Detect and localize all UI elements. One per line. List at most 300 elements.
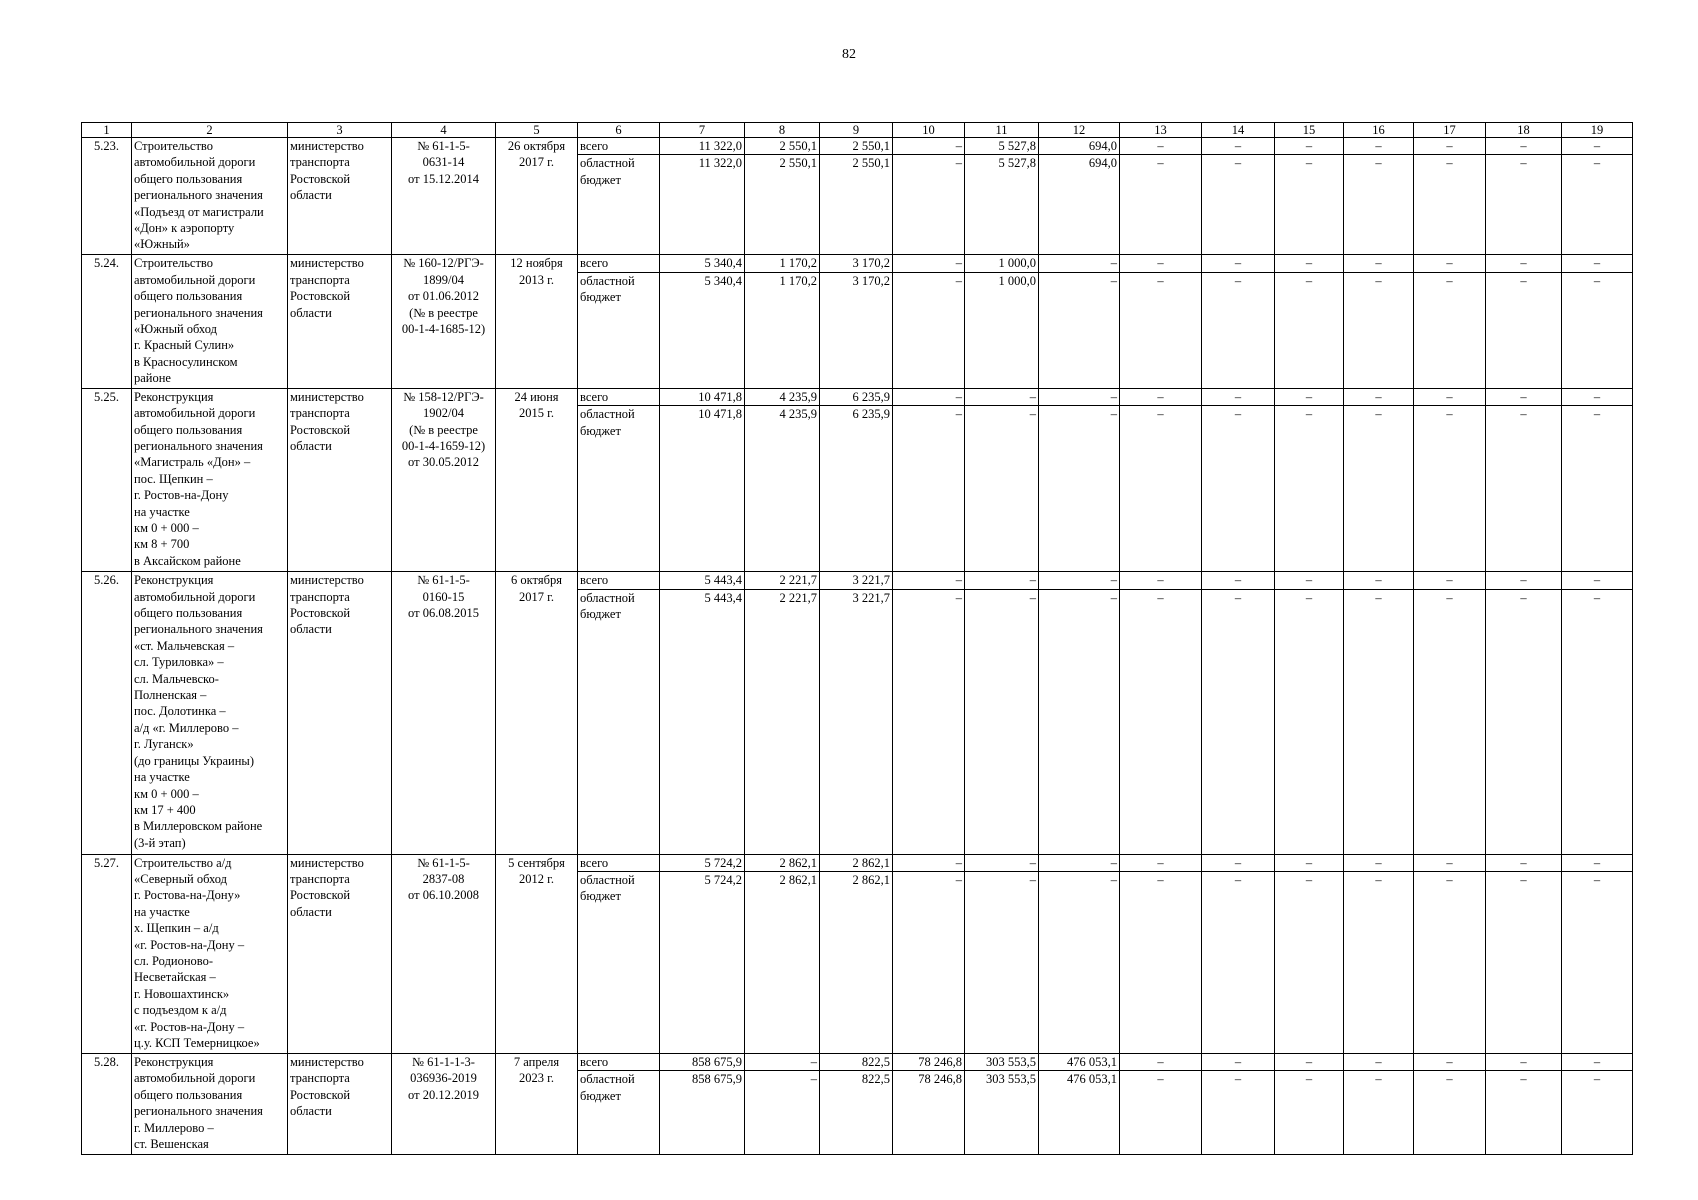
- text-line: № 61-1-1-3-: [412, 1055, 475, 1070]
- empty-value-dash: –: [1486, 572, 1562, 589]
- text-line: общего пользования: [134, 606, 243, 621]
- text-line: бюджет: [580, 290, 621, 305]
- text-line: «Южный»: [134, 237, 190, 252]
- text-line: автомобильной дороги: [134, 155, 256, 170]
- text-line: «г. Ростов-на-Дону –: [134, 937, 245, 952]
- value-col-10: 78 246,8: [893, 1071, 965, 1155]
- text-line: Ростовской: [290, 171, 351, 186]
- text-line: 2017 г.: [519, 589, 554, 604]
- empty-value-dash: –: [1486, 272, 1562, 388]
- text-line: «ст. Мальчевская –: [134, 638, 235, 653]
- text-line: министерство: [290, 256, 364, 271]
- text-line: на участке: [134, 770, 190, 785]
- object-description: [132, 255, 288, 388]
- table-row: [82, 255, 1633, 272]
- text-line: общего пользования: [134, 171, 243, 186]
- empty-value-dash: –: [1486, 406, 1562, 572]
- text-line: в Красносулинском: [134, 354, 238, 369]
- empty-value-dash: –: [1414, 1054, 1486, 1071]
- text-line: от 06.08.2015: [408, 606, 479, 621]
- value-col-10: –: [893, 872, 965, 1054]
- page-number: 82: [842, 47, 856, 62]
- text-line: всего: [580, 573, 609, 588]
- text-line: от 30.05.2012: [408, 455, 479, 470]
- value-col-8: 4 235,9: [745, 406, 820, 572]
- empty-value-dash: –: [1562, 1071, 1633, 1155]
- text-line: регионального значения: [134, 1104, 263, 1119]
- funding-source: [578, 872, 660, 1054]
- empty-value-dash: –: [1486, 388, 1562, 405]
- empty-value-dash: –: [1414, 388, 1486, 405]
- text-line: 1899/04: [423, 272, 464, 287]
- text-line: бюджет: [580, 889, 621, 904]
- text-line: транспорта: [290, 155, 350, 170]
- responsible-organization: [288, 572, 392, 854]
- value-col-11: 5 527,8: [965, 155, 1039, 255]
- row-number: 5.23.: [82, 138, 132, 255]
- value-col-9: 3 170,2: [820, 272, 893, 388]
- text-line: министерство: [290, 573, 364, 588]
- text-line: № 61-1-5-: [417, 139, 470, 153]
- completion-date: [496, 854, 578, 1053]
- text-line: (№ в реестре: [409, 422, 478, 437]
- empty-value-dash: –: [1202, 872, 1275, 1054]
- empty-value-dash: –: [1414, 572, 1486, 589]
- text-line: Ростовской: [290, 289, 351, 304]
- table-row: [82, 138, 1633, 155]
- value-col-8: 2 221,7: [745, 572, 820, 589]
- text-line: области: [290, 1104, 332, 1119]
- row-number: 5.28.: [82, 1054, 132, 1155]
- text-line: 26 октября: [507, 139, 566, 153]
- empty-value-dash: –: [1562, 872, 1633, 1054]
- responsible-organization: [288, 854, 392, 1053]
- empty-value-dash: –: [1120, 388, 1202, 405]
- text-line: бюджет: [580, 607, 621, 622]
- value-col-12: –: [1039, 255, 1120, 272]
- value-col-12: –: [1039, 589, 1120, 854]
- value-col-8: 2 550,1: [745, 138, 820, 155]
- empty-value-dash: –: [1562, 1054, 1633, 1071]
- text-line: 2012 г.: [519, 872, 554, 887]
- text-line: 2015 г.: [519, 406, 554, 421]
- empty-value-dash: –: [1414, 272, 1486, 388]
- table-row: [82, 1054, 1633, 1071]
- text-line: регионального значения: [134, 622, 263, 637]
- text-line: общего пользования: [134, 1087, 243, 1102]
- object-description: [132, 572, 288, 854]
- text-line: 0160-15: [422, 589, 465, 604]
- text-line: км 0 + 000 –: [134, 786, 199, 801]
- value-col-11: 303 553,5: [965, 1071, 1039, 1155]
- empty-value-dash: –: [1275, 406, 1344, 572]
- text-line: а/д «г. Миллерово –: [134, 720, 239, 735]
- value-col-12: 476 053,1: [1039, 1071, 1120, 1155]
- empty-value-dash: –: [1275, 1054, 1344, 1071]
- empty-value-dash: –: [1344, 155, 1414, 255]
- empty-value-dash: –: [1414, 1071, 1486, 1155]
- column-number-header: 7: [660, 123, 745, 138]
- text-line: на участке: [134, 504, 190, 519]
- completion-date: [496, 255, 578, 388]
- column-number-header: 8: [745, 123, 820, 138]
- empty-value-dash: –: [1486, 589, 1562, 854]
- text-line: всего: [580, 389, 609, 404]
- text-line: «Северный обход: [134, 872, 227, 887]
- empty-value-dash: –: [1486, 138, 1562, 155]
- empty-value-dash: –: [1202, 155, 1275, 255]
- value-col-10: –: [893, 272, 965, 388]
- empty-value-dash: –: [1344, 255, 1414, 272]
- value-col-9: 3 221,7: [820, 572, 893, 589]
- text-line: областной: [580, 1072, 635, 1087]
- empty-value-dash: –: [1486, 1054, 1562, 1071]
- text-line: 00-1-4-1685-12): [401, 322, 486, 337]
- empty-value-dash: –: [1344, 388, 1414, 405]
- empty-value-dash: –: [1275, 872, 1344, 1054]
- table-row: [82, 854, 1633, 871]
- value-col-9: 3 170,2: [820, 255, 893, 272]
- text-line: сл. Родионово-: [134, 954, 214, 969]
- text-line: бюджет: [580, 423, 621, 438]
- funding-source: [578, 388, 660, 405]
- completion-date: [496, 138, 578, 255]
- value-col-7: 11 322,0: [660, 138, 745, 155]
- text-line: «Магистраль «Дон» –: [134, 455, 251, 470]
- text-line: автомобильной дороги: [134, 272, 256, 287]
- empty-value-dash: –: [1120, 255, 1202, 272]
- column-number-header: 4: [392, 123, 496, 138]
- empty-value-dash: –: [1344, 406, 1414, 572]
- value-col-12: –: [1039, 854, 1120, 871]
- text-line: № 160-12/РГЭ-: [403, 256, 484, 271]
- text-line: 2023 г.: [519, 1071, 554, 1086]
- text-line: всего: [580, 1055, 609, 1070]
- value-col-10: –: [893, 388, 965, 405]
- text-line: транспорта: [290, 272, 350, 287]
- text-line: Строительство а/д: [134, 855, 232, 870]
- text-line: области: [290, 904, 332, 919]
- empty-value-dash: –: [1275, 138, 1344, 155]
- value-col-8: 2 862,1: [745, 854, 820, 871]
- text-line: г. Ростова-на-Дону»: [134, 888, 241, 903]
- text-line: Реконструкция: [134, 389, 214, 404]
- value-col-7: 5 443,4: [660, 572, 745, 589]
- responsible-organization: [288, 255, 392, 388]
- text-line: в Аксайском районе: [134, 553, 241, 568]
- text-line: областной: [580, 156, 635, 171]
- completion-date: [496, 388, 578, 571]
- empty-value-dash: –: [1344, 1054, 1414, 1071]
- value-col-9: 2 862,1: [820, 854, 893, 871]
- object-description: [132, 388, 288, 571]
- text-line: «Подъезд от магистрали: [134, 204, 264, 219]
- design-document: [392, 255, 496, 388]
- value-col-8: 2 550,1: [745, 155, 820, 255]
- text-line: регионального значения: [134, 439, 263, 454]
- text-line: области: [290, 305, 332, 320]
- value-col-7: 5 340,4: [660, 255, 745, 272]
- text-line: Ростовской: [290, 1087, 351, 1102]
- value-col-7: 858 675,9: [660, 1054, 745, 1071]
- empty-value-dash: –: [1202, 854, 1275, 871]
- text-line: г. Миллерово –: [134, 1120, 214, 1135]
- value-col-11: –: [965, 872, 1039, 1054]
- value-col-10: 78 246,8: [893, 1054, 965, 1071]
- funding-source: [578, 572, 660, 589]
- text-line: (до границы Украины): [134, 753, 254, 768]
- column-number-header: 9: [820, 123, 893, 138]
- row-number: 5.25.: [82, 388, 132, 571]
- value-col-11: 5 527,8: [965, 138, 1039, 155]
- empty-value-dash: –: [1202, 572, 1275, 589]
- empty-value-dash: –: [1414, 406, 1486, 572]
- empty-value-dash: –: [1562, 589, 1633, 854]
- text-line: областной: [580, 873, 635, 888]
- text-line: 036936-2019: [410, 1071, 477, 1086]
- value-col-10: –: [893, 406, 965, 572]
- text-line: Строительство: [134, 256, 214, 271]
- text-line: пос. Долотинка –: [134, 704, 226, 719]
- value-col-11: –: [965, 406, 1039, 572]
- text-line: всего: [580, 855, 609, 870]
- empty-value-dash: –: [1275, 854, 1344, 871]
- row-number: 5.24.: [82, 255, 132, 388]
- empty-value-dash: –: [1202, 255, 1275, 272]
- value-col-7: 858 675,9: [660, 1071, 745, 1155]
- text-line: пос. Щепкин –: [134, 471, 213, 486]
- column-number-header: 16: [1344, 123, 1414, 138]
- funding-source: [578, 854, 660, 871]
- object-description: [132, 138, 288, 255]
- empty-value-dash: –: [1414, 138, 1486, 155]
- text-line: области: [290, 622, 332, 637]
- empty-value-dash: –: [1120, 155, 1202, 255]
- completion-date: [496, 572, 578, 854]
- text-line: с подъездом к а/д: [134, 1003, 227, 1018]
- object-description: [132, 1054, 288, 1155]
- value-col-8: 1 170,2: [745, 272, 820, 388]
- design-document: [392, 138, 496, 255]
- text-line: № 61-1-5-: [417, 855, 470, 870]
- text-line: км 0 + 000 –: [134, 521, 199, 536]
- empty-value-dash: –: [1344, 572, 1414, 589]
- text-line: сл. Мальчевско-: [134, 671, 219, 686]
- text-line: 24 июня: [514, 389, 559, 404]
- empty-value-dash: –: [1344, 872, 1414, 1054]
- text-line: областной: [580, 407, 635, 422]
- empty-value-dash: –: [1275, 589, 1344, 854]
- responsible-organization: [288, 138, 392, 255]
- text-line: Реконструкция: [134, 573, 214, 588]
- text-line: транспорта: [290, 872, 350, 887]
- empty-value-dash: –: [1120, 589, 1202, 854]
- empty-value-dash: –: [1486, 155, 1562, 255]
- value-col-12: –: [1039, 272, 1120, 388]
- empty-value-dash: –: [1120, 138, 1202, 155]
- row-number: 5.27.: [82, 854, 132, 1053]
- empty-value-dash: –: [1120, 1071, 1202, 1155]
- text-line: (3-й этап): [134, 835, 186, 850]
- text-line: км 8 + 700: [134, 537, 190, 552]
- text-line: г. Красный Сулин»: [134, 338, 235, 353]
- text-line: г. Луганск»: [134, 737, 194, 752]
- value-col-9: 822,5: [820, 1054, 893, 1071]
- text-line: 12 ноября: [510, 256, 563, 271]
- text-line: всего: [580, 139, 609, 153]
- text-line: № 158-12/РГЭ-: [403, 389, 484, 404]
- text-line: министерство: [290, 139, 364, 153]
- column-number-header: 18: [1486, 123, 1562, 138]
- funding-source: [578, 1071, 660, 1155]
- empty-value-dash: –: [1275, 272, 1344, 388]
- value-col-10: –: [893, 155, 965, 255]
- empty-value-dash: –: [1344, 138, 1414, 155]
- empty-value-dash: –: [1202, 406, 1275, 572]
- value-col-8: –: [745, 1071, 820, 1155]
- table-row: [82, 572, 1633, 589]
- empty-value-dash: –: [1202, 1054, 1275, 1071]
- text-line: регионального значения: [134, 188, 263, 203]
- value-col-9: 6 235,9: [820, 406, 893, 572]
- table-header-row: [82, 123, 1633, 138]
- text-line: автомобильной дороги: [134, 406, 256, 421]
- funding-source: [578, 272, 660, 388]
- text-line: в Миллеровском районе: [134, 819, 263, 834]
- text-line: Реконструкция: [134, 1055, 214, 1070]
- text-line: Несветайская –: [134, 970, 216, 985]
- text-line: 2017 г.: [519, 155, 554, 170]
- value-col-10: –: [893, 572, 965, 589]
- empty-value-dash: –: [1486, 1071, 1562, 1155]
- value-col-12: –: [1039, 388, 1120, 405]
- column-number-header: 13: [1120, 123, 1202, 138]
- value-col-11: –: [965, 854, 1039, 871]
- text-line: 5 сентября: [508, 855, 565, 870]
- value-col-8: 4 235,9: [745, 388, 820, 405]
- text-line: транспорта: [290, 406, 350, 421]
- empty-value-dash: –: [1275, 255, 1344, 272]
- value-col-12: –: [1039, 572, 1120, 589]
- value-col-12: 694,0: [1039, 138, 1120, 155]
- text-line: № 61-1-5-: [417, 573, 470, 588]
- text-line: транспорта: [290, 1071, 350, 1086]
- text-line: на участке: [134, 904, 190, 919]
- value-col-7: 5 724,2: [660, 872, 745, 1054]
- text-line: Строительство: [134, 139, 214, 153]
- value-col-7: 5 340,4: [660, 272, 745, 388]
- value-col-9: 822,5: [820, 1071, 893, 1155]
- empty-value-dash: –: [1120, 572, 1202, 589]
- design-document: [392, 572, 496, 854]
- value-col-10: –: [893, 255, 965, 272]
- empty-value-dash: –: [1414, 255, 1486, 272]
- column-number-header: 5: [496, 123, 578, 138]
- text-line: бюджет: [580, 1088, 621, 1103]
- text-line: всего: [580, 256, 609, 271]
- text-line: 6 октября: [511, 573, 562, 588]
- column-number-header: 19: [1562, 123, 1633, 138]
- text-line: г. Ростов-на-Дону: [134, 488, 229, 503]
- column-number-header: 3: [288, 123, 392, 138]
- value-col-9: 2 550,1: [820, 138, 893, 155]
- empty-value-dash: –: [1486, 255, 1562, 272]
- text-line: от 06.10.2008: [408, 888, 479, 903]
- funding-source: [578, 589, 660, 854]
- text-line: Ростовской: [290, 422, 351, 437]
- value-col-7: 5 724,2: [660, 854, 745, 871]
- value-col-11: 303 553,5: [965, 1054, 1039, 1071]
- value-col-11: –: [965, 589, 1039, 854]
- text-line: «Дон» к аэропорту: [134, 221, 235, 236]
- value-col-10: –: [893, 138, 965, 155]
- value-col-8: 2 221,7: [745, 589, 820, 854]
- empty-value-dash: –: [1562, 138, 1633, 155]
- text-line: областной: [580, 590, 635, 605]
- empty-value-dash: –: [1275, 572, 1344, 589]
- responsible-organization: [288, 388, 392, 571]
- value-col-9: 3 221,7: [820, 589, 893, 854]
- value-col-8: 1 170,2: [745, 255, 820, 272]
- empty-value-dash: –: [1275, 388, 1344, 405]
- text-line: бюджет: [580, 172, 621, 187]
- responsible-organization: [288, 1054, 392, 1155]
- column-number-header: 1: [82, 123, 132, 138]
- text-line: от 01.06.2012: [408, 289, 479, 304]
- value-col-10: –: [893, 589, 965, 854]
- empty-value-dash: –: [1562, 854, 1633, 871]
- text-line: Полненская –: [134, 688, 207, 703]
- text-line: (№ в реестре: [409, 305, 478, 320]
- value-col-9: 2 862,1: [820, 872, 893, 1054]
- column-number-header: 6: [578, 123, 660, 138]
- empty-value-dash: –: [1120, 854, 1202, 871]
- value-col-12: 694,0: [1039, 155, 1120, 255]
- text-line: общего пользования: [134, 422, 243, 437]
- column-number-header: 2: [132, 123, 288, 138]
- empty-value-dash: –: [1120, 872, 1202, 1054]
- text-line: регионального значения: [134, 305, 263, 320]
- empty-value-dash: –: [1120, 1054, 1202, 1071]
- value-col-9: 2 550,1: [820, 155, 893, 255]
- text-line: 00-1-4-1659-12): [401, 439, 486, 454]
- value-col-11: –: [965, 388, 1039, 405]
- empty-value-dash: –: [1562, 272, 1633, 388]
- text-line: х. Щепкин – а/д: [134, 921, 219, 936]
- object-description: [132, 854, 288, 1053]
- text-line: г. Новошахтинск»: [134, 986, 230, 1001]
- text-line: районе: [134, 371, 171, 386]
- empty-value-dash: –: [1344, 1071, 1414, 1155]
- empty-value-dash: –: [1275, 155, 1344, 255]
- column-number-header: 11: [965, 123, 1039, 138]
- row-number: 5.26.: [82, 572, 132, 854]
- empty-value-dash: –: [1120, 406, 1202, 572]
- column-number-header: 17: [1414, 123, 1486, 138]
- empty-value-dash: –: [1562, 406, 1633, 572]
- text-line: общего пользования: [134, 289, 243, 304]
- empty-value-dash: –: [1414, 854, 1486, 871]
- text-line: от 15.12.2014: [408, 171, 479, 186]
- funding-source: [578, 155, 660, 255]
- program-table: [81, 122, 1633, 1155]
- text-line: министерство: [290, 855, 364, 870]
- value-col-12: 476 053,1: [1039, 1054, 1120, 1071]
- empty-value-dash: –: [1414, 155, 1486, 255]
- table-row: [82, 388, 1633, 405]
- empty-value-dash: –: [1562, 255, 1633, 272]
- value-col-9: 6 235,9: [820, 388, 893, 405]
